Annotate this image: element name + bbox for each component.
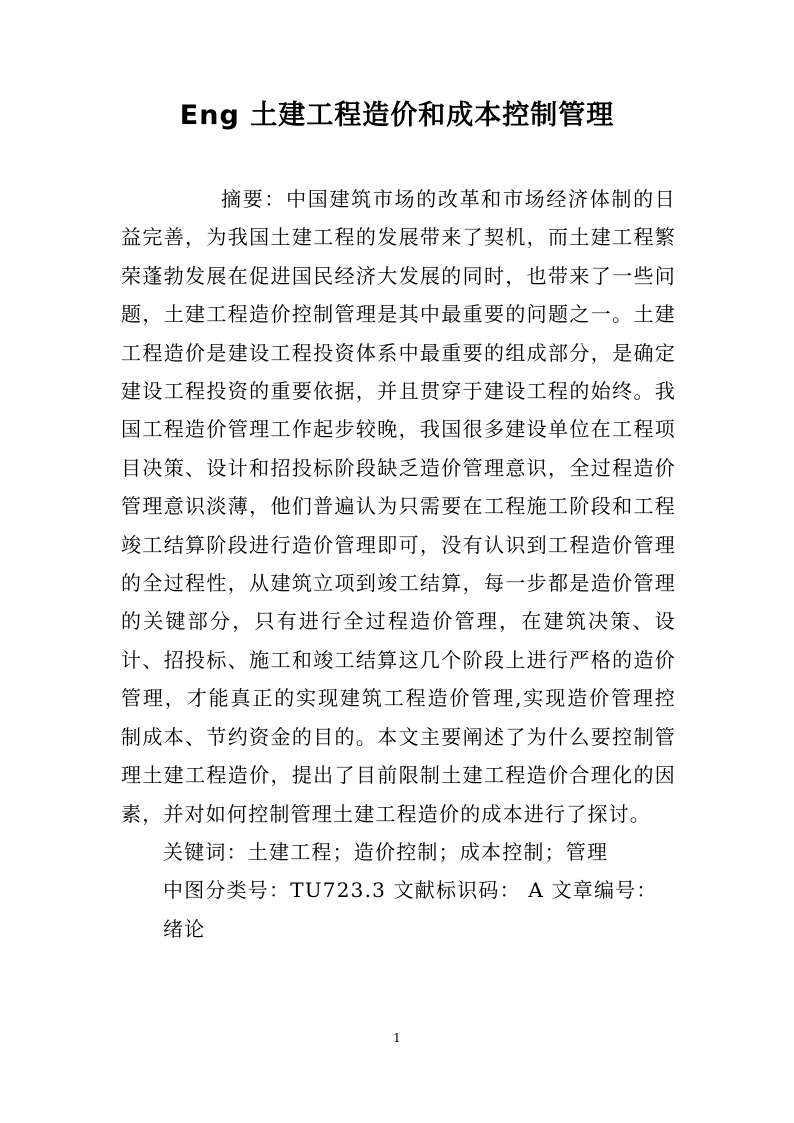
document-title: Eng 土建工程造价和成本控制管理 — [179, 100, 615, 131]
classification-line: 中图分类号：TU723.3 文献标识码： A 文章编号： — [163, 878, 658, 903]
keywords-line: 关键词：土建工程；造价控制；成本控制；管理 — [163, 839, 609, 864]
section-heading: 绪论 — [163, 916, 206, 941]
page-number: 1 — [393, 1031, 401, 1045]
document-body — [121, 180, 676, 948]
abstract-paragraph: 摘要：中国建筑市场的改革和市场经济体制的日益完善，为我国土建工程的发展带来了契机，而土建工程繁荣蓬勃发展在促进国民经济大发展的同时，也带来了一些问题，土建工程造价控制管理是其中最重要的问题之一。土建工程造价是建设工程投资体系中最重要的组成部分，是确定建设工程投资的重要依据，并且贯穿于建设工程的始终。我国工程造价管理工作起步较晚，我国很多建设单位在工程项目决策、设计和招投标阶段缺乏造价管理意识，全过程造价管理意识淡薄，他们普遍认为只需要在工程施工阶段和工程竣工结算阶段进行造价管理即可，没有认识到工程造价管理的全过程性，从建筑立项到竣工结算，每一步都是造价管理的关键部分，只有进行全过程造价管理，在建筑决策、设计、招投标、施工和竣工结算这几个阶段上进行严格的造价管理，才能真正的实现建筑工程造价管理,实现造价管理控制成本、节约资金的目的。本文主要阐述了为什么要控制管理土建工程造价，提出了目前限制土建工程造价合理化的因素，并对如何控制管理土建工程造价的成本进行了探讨。 — [121, 187, 676, 826]
